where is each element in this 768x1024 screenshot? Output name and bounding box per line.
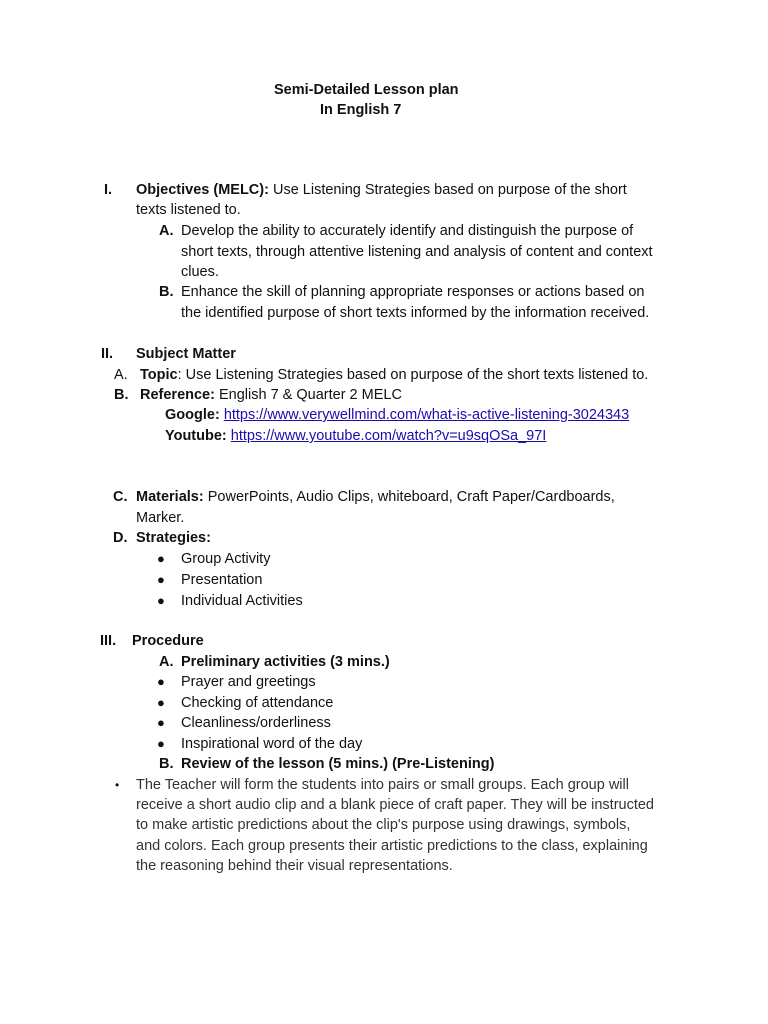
bullet-icon: ● xyxy=(157,572,165,587)
review-text-5: the reasoning behind their visual representations. xyxy=(136,858,453,874)
bullet-icon: ● xyxy=(157,593,165,608)
objective-a-line-2: short texts, through attentive listening and analysis of content and context xyxy=(181,244,653,260)
procedure-heading: Procedure xyxy=(132,633,204,649)
bullet-icon: • xyxy=(115,778,120,792)
youtube-line xyxy=(165,426,546,446)
title-line-1: Semi-Detailed Lesson plan xyxy=(274,82,459,98)
subject-matter-heading: Subject Matter xyxy=(136,346,236,362)
prelim-item: Inspirational word of the day xyxy=(181,736,363,752)
materials-letter: C. xyxy=(113,489,128,505)
materials-text-1: PowerPoints, Audio Clips, whiteboard, Craft Paper/Cardboards, xyxy=(203,489,615,505)
youtube-link[interactable]: https://www.youtube.com/watch?v=u9sqOSa_97I xyxy=(230,428,547,444)
google-link[interactable]: https://www.verywellmind.com/what-is-active-listening-3024343 xyxy=(223,407,630,423)
reference-label: Reference: xyxy=(140,387,215,403)
topic-label: Topic xyxy=(140,367,178,383)
objective-b-line-2: the identified purpose of short texts informed by the information received. xyxy=(181,305,650,321)
materials-line-1 xyxy=(136,487,615,507)
review-text-3: to make artistic predictions about the clip's purpose using drawings, symbols, xyxy=(136,817,631,833)
prelim-item: Prayer and greetings xyxy=(181,674,316,690)
bullet-icon: ● xyxy=(157,674,165,689)
bullet-icon: ● xyxy=(157,551,165,566)
materials-text-2: Marker. xyxy=(136,510,185,526)
objective-b-letter: B. xyxy=(159,284,174,300)
title-line-2: In English 7 xyxy=(320,102,402,118)
section-2-numeral: II. xyxy=(101,346,114,362)
prelim-item: Checking of attendance xyxy=(181,695,334,711)
reference-text: English 7 & Quarter 2 MELC xyxy=(214,387,402,403)
objectives-line-1 xyxy=(136,180,627,200)
review-letter: B. xyxy=(159,756,174,772)
objectives-text-2: texts listened to. xyxy=(136,202,241,218)
review-text-4: and colors. Each group presents their artistic predictions to the class, explaining xyxy=(136,838,648,854)
strategies-label: Strategies: xyxy=(136,530,211,546)
objective-a-line-1: Develop the ability to accurately identify and distinguish the purpose of xyxy=(181,223,634,239)
strategies-letter: D. xyxy=(113,530,128,546)
section-3-numeral: III. xyxy=(100,633,117,649)
google-line xyxy=(165,405,629,425)
bullet-icon: ● xyxy=(157,736,165,751)
objective-a-line-3: clues. xyxy=(181,264,219,280)
objective-a-letter: A. xyxy=(159,223,174,239)
materials-label: Materials: xyxy=(136,489,204,505)
topic-line xyxy=(140,365,648,385)
bullet-icon: ● xyxy=(157,695,165,710)
reference-line xyxy=(140,385,402,405)
review-heading: Review of the lesson (5 mins.) (Pre-Listening) xyxy=(181,756,495,772)
youtube-label: Youtube: xyxy=(165,428,227,444)
topic-letter: A. xyxy=(114,367,128,383)
strategy-item: Presentation xyxy=(181,572,263,588)
prelim-heading: Preliminary activities (3 mins.) xyxy=(181,654,390,670)
section-1-numeral: I. xyxy=(104,182,113,198)
bullet-icon: ● xyxy=(157,715,165,730)
reference-letter: B. xyxy=(114,387,129,403)
prelim-letter: A. xyxy=(159,654,174,670)
objectives-heading: Objectives (MELC): xyxy=(136,182,269,198)
prelim-item: Cleanliness/orderliness xyxy=(181,715,331,731)
topic-text: : Use Listening Strategies based on purpose of the short texts listened to. xyxy=(177,367,649,383)
strategy-item: Individual Activities xyxy=(181,593,303,609)
objectives-text-1: Use Listening Strategies based on purpose of the short xyxy=(268,182,627,198)
google-label: Google: xyxy=(165,407,220,423)
strategy-item: Group Activity xyxy=(181,551,271,567)
review-text-1: The Teacher will form the students into pairs or small groups. Each group will xyxy=(136,777,629,793)
review-text-2: receive a short audio clip and a blank piece of craft paper. They will be instructed xyxy=(136,797,654,813)
objective-b-line-1: Enhance the skill of planning appropriate responses or actions based on xyxy=(181,284,645,300)
